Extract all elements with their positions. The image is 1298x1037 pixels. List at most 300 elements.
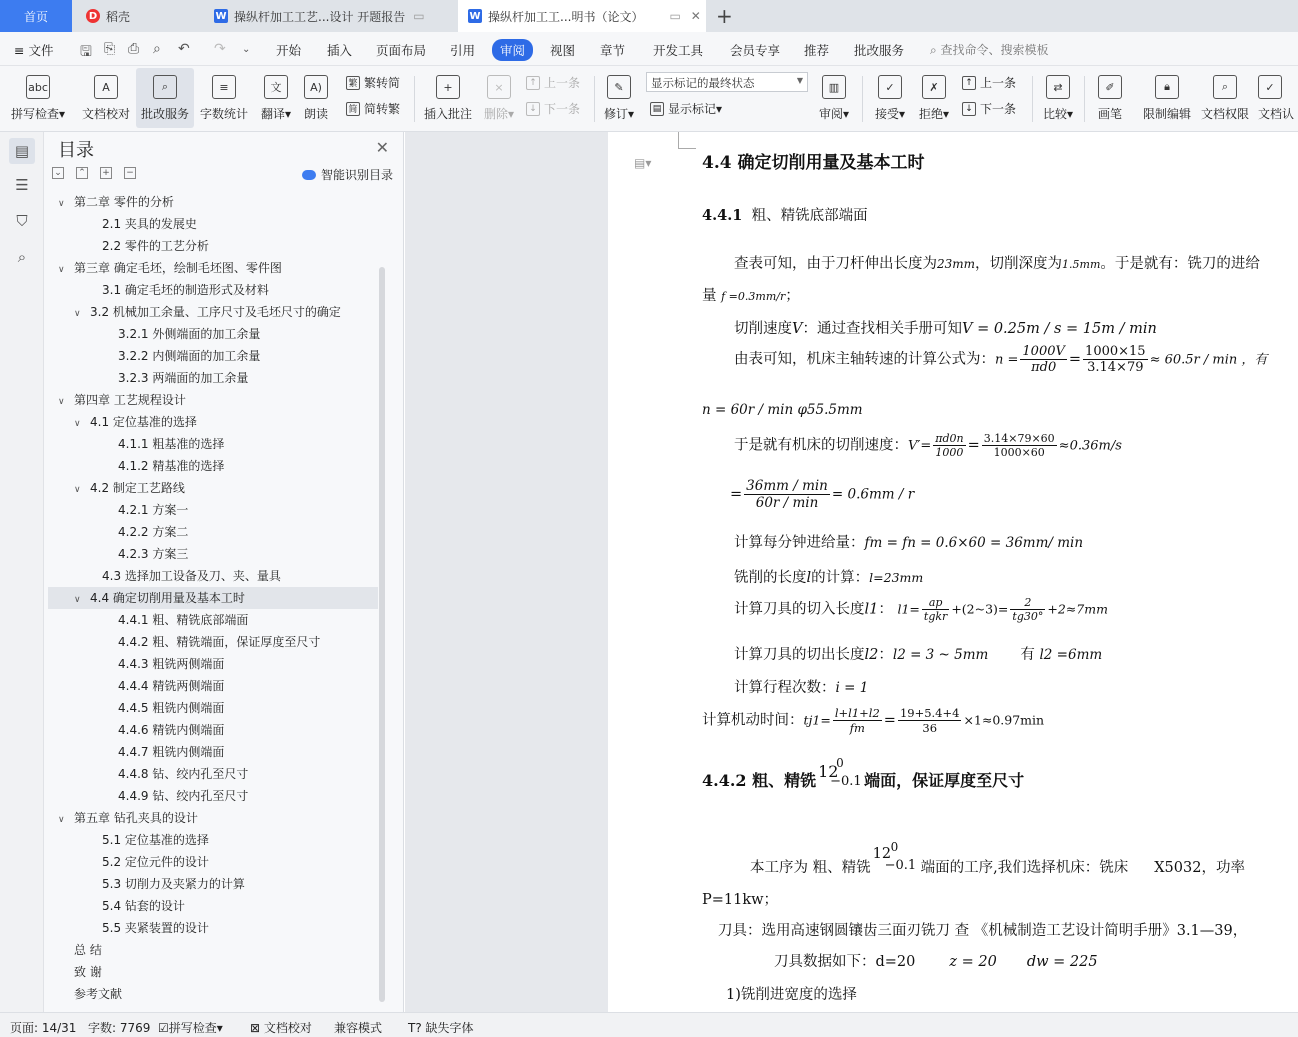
math-run: =: [730, 486, 743, 503]
undo-icon[interactable]: ↶: [178, 41, 190, 57]
translate-button[interactable]: 文 翻译▾: [256, 68, 296, 128]
text-run: 查表可知，由于刀杆伸出长度为: [734, 256, 937, 272]
reject-icon: ✗: [922, 75, 946, 99]
toc-item-label: 4.4.9 钻、绞内孔至尺寸: [118, 789, 249, 803]
pen-label: 画笔: [1097, 107, 1122, 121]
text-run: 由表可知，机床主轴转速的计算公式为：: [734, 351, 995, 368]
denominator: πd0: [1031, 360, 1057, 375]
heading-text: 4.4.2 粗、精铣: [702, 771, 817, 790]
read-aloud-icon: A): [304, 75, 328, 99]
toc-scrollbar[interactable]: [379, 267, 385, 1002]
delete-comment-icon: ×: [487, 75, 511, 99]
toc-item[interactable]: [48, 631, 378, 653]
math-run: n =: [995, 352, 1019, 368]
menu-insert[interactable]: 插入: [327, 43, 353, 58]
toc-item[interactable]: [48, 917, 378, 939]
search-icon[interactable]: ⌕: [17, 248, 27, 266]
tab-screen-icon[interactable]: ▭: [413, 9, 425, 23]
chevron-down-icon[interactable]: ∨: [58, 265, 65, 275]
bookmark-icon[interactable]: ⛉: [16, 212, 28, 230]
toc-item-label: 5.2 定位元件的设计: [102, 855, 209, 869]
toc-title: 目录: [58, 140, 94, 161]
chevron-down-icon[interactable]: ∨: [74, 485, 81, 495]
math-run: =: [883, 712, 896, 729]
redo-icon[interactable]: ↷: [214, 41, 226, 57]
tab-document-proposal-label: 操纵杆加工工艺...设计 开题报告: [234, 9, 406, 24]
status-doc-proofread-label: 文档校对: [263, 1021, 312, 1035]
toc-item[interactable]: [48, 587, 378, 609]
font-warning-icon: T?: [408, 1021, 426, 1035]
fraction: [1020, 344, 1066, 375]
prev-comment-button[interactable]: [526, 74, 580, 91]
trad-to-simp-button[interactable]: [346, 74, 400, 91]
page-indicator[interactable]: 页面: 14/31: [10, 1021, 77, 1035]
text-run: ；: [785, 288, 800, 304]
math-run: l2 =6mm: [1039, 647, 1103, 663]
math-run: =: [1068, 351, 1082, 368]
toc-panel: [44, 132, 404, 1012]
save-icon[interactable]: 🖫: [80, 44, 92, 60]
delete-comment-label: 删除: [483, 107, 508, 121]
toc-item[interactable]: [48, 389, 378, 411]
tolerance-base: 12: [818, 761, 839, 781]
trad-to-simp-label: 繁转简: [364, 76, 401, 90]
pen-button[interactable]: [1090, 68, 1130, 128]
heading-4-4: 4.4 确定切削用量及基本工时: [702, 153, 925, 173]
math-run: l: [806, 570, 812, 586]
toc-item[interactable]: [48, 477, 378, 499]
paragraph-line: 刀具：选用高速钢圆镶齿三面刃铣刀 查 《机械制造工艺设计简明手册》3.1—39，: [718, 923, 1248, 939]
doc-permission-button[interactable]: [1198, 68, 1252, 128]
heading-4-4-1: [702, 204, 868, 225]
review-pane-button[interactable]: ▥ 审阅▾: [814, 68, 854, 128]
menu-review[interactable]: 审阅: [492, 39, 533, 61]
proofread-icon: ⊠: [250, 1021, 264, 1035]
collapse-all-icon[interactable]: −: [124, 167, 136, 179]
accept-label: 接受: [874, 107, 899, 121]
toc-item[interactable]: [48, 235, 378, 257]
toc-item-label: 4.4 确定切削用量及基本工时: [90, 591, 245, 605]
toc-item[interactable]: [48, 807, 378, 829]
markup-state-value: 显示标记的最终状态: [651, 76, 755, 90]
command-search[interactable]: [930, 41, 1049, 58]
tolerance-lower: −0.1: [884, 858, 917, 873]
math-run: tj1=: [803, 712, 831, 728]
text-run: 有: [1020, 647, 1035, 663]
text-run: ，切削深度为: [975, 256, 1063, 272]
heading-text: 端面，保证厚度至尺寸: [864, 771, 1025, 790]
chevron-down-icon[interactable]: ∨: [58, 397, 65, 407]
menu-dev-tools[interactable]: 开发工具: [653, 43, 704, 58]
math-run: V′=: [908, 438, 932, 454]
section-navigation-icon[interactable]: ☰: [15, 176, 29, 194]
fraction: [833, 706, 882, 735]
toc-item[interactable]: [48, 433, 378, 455]
math-run: l2: [864, 647, 879, 663]
toc-item[interactable]: [48, 279, 378, 301]
menu-view[interactable]: 视图: [550, 43, 576, 58]
fraction: [982, 432, 1057, 459]
math-run: ≈ 60.5r / min ，有: [1149, 352, 1268, 368]
simp-to-trad-label: 简转繁: [364, 102, 401, 116]
proofread-icon: A: [94, 75, 118, 99]
toc-item-label: 3.2 机械加工余量、工序尺寸及毛坯尺寸的确定: [90, 305, 341, 319]
tab-home-label: 首页: [23, 9, 48, 24]
chevron-down-icon[interactable]: ⌄: [242, 44, 251, 55]
chevron-down-icon[interactable]: ∨: [58, 199, 65, 209]
toc-item[interactable]: [48, 301, 378, 323]
fraction: [744, 478, 830, 511]
tolerance-dimension: [816, 755, 864, 792]
toc-item[interactable]: [48, 873, 378, 895]
numerator: 1000V: [1022, 344, 1065, 359]
text-run: 本工序为 粗、精铣: [750, 860, 871, 876]
toc-item[interactable]: [48, 829, 378, 851]
toc-item-label: 2.1 夹具的发展史: [102, 217, 197, 231]
expand-all-icon[interactable]: +: [100, 167, 112, 179]
numerator: 2: [1010, 596, 1045, 610]
numerator: 36mm / min: [746, 478, 828, 494]
heading-4-4-1-number: 4.4.1: [702, 207, 743, 224]
toc-item[interactable]: [48, 323, 378, 345]
show-markup-label: 显示标记: [668, 102, 717, 116]
menu-start[interactable]: 开始: [276, 43, 302, 58]
menu-references[interactable]: 引用: [450, 43, 476, 58]
text-run: ：: [878, 647, 893, 663]
text-run: 的计算：: [811, 570, 870, 586]
tab-document-thesis[interactable]: [458, 0, 706, 32]
smart-toc-button[interactable]: [302, 166, 393, 183]
command-search-placeholder: 查找命令、搜索模板: [940, 43, 1049, 57]
spell-check-label: 拼写检查: [10, 107, 59, 121]
convert-icon: 简: [346, 102, 360, 116]
toc-item[interactable]: [48, 675, 378, 697]
missing-font-label: 缺失字体: [425, 1021, 474, 1035]
numerator: 1000×15: [1085, 344, 1146, 359]
expand-level-icon[interactable]: ⌃: [76, 167, 88, 179]
spell-check-button[interactable]: abc 拼写检查▾: [8, 68, 68, 128]
math-run: +2≈7mm: [1047, 601, 1108, 617]
formula-line: [702, 706, 1044, 735]
accept-icon: ✓: [878, 75, 902, 99]
toc-item-label: 致 谢: [74, 965, 102, 979]
formula-line: [734, 531, 1083, 552]
toc-item[interactable]: [48, 895, 378, 917]
print-preview-icon[interactable]: ⌕: [153, 41, 161, 57]
export-pdf-icon[interactable]: ⎘: [104, 41, 116, 57]
correction-service-button[interactable]: [136, 68, 194, 128]
permission-icon: ⌕: [1213, 75, 1237, 99]
tolerance-dimension: [871, 840, 921, 878]
word-doc-icon: W: [215, 10, 227, 22]
doc-proofread-button[interactable]: [78, 68, 134, 128]
word-count-indicator[interactable]: 字数: 7769: [88, 1021, 151, 1035]
numerator: l+l1+l2: [834, 706, 880, 720]
math-run: z = 20: [949, 954, 997, 970]
smart-toc-icon: [302, 170, 316, 180]
toc-item[interactable]: [48, 565, 378, 587]
formula-line: [734, 566, 923, 587]
toc-item-label: 4.1 定位基准的选择: [90, 415, 197, 429]
missing-font-indicator[interactable]: [408, 1019, 474, 1036]
toc-item-label: 3.1 确定毛坯的制造形式及材料: [102, 283, 269, 297]
track-changes-icon: ✎: [607, 75, 631, 99]
toc-item[interactable]: [48, 499, 378, 521]
toc-item-label: 5.3 切削力及夹紧力的计算: [102, 877, 245, 891]
tolerance-base: 12: [872, 846, 892, 862]
compat-mode-indicator[interactable]: 兼容模式: [334, 1021, 383, 1035]
next-comment-button[interactable]: [526, 100, 580, 117]
tab-close-icon[interactable]: ✕: [690, 9, 701, 23]
toc-item-label: 4.1.1 粗基准的选择: [118, 437, 225, 451]
text-run: 计算机动时间：: [702, 712, 804, 729]
markup-state-select[interactable]: [646, 72, 808, 92]
math-run: 23mm: [937, 257, 976, 271]
text-run: 刀具数据如下：d=20: [774, 954, 916, 970]
toc-item-label: 第三章 确定毛坯，绘制毛坯图、零件图: [74, 261, 282, 275]
denominator: tg30°: [1012, 610, 1044, 623]
toc-item-label: 参考文献: [74, 987, 123, 1001]
formula-line: [734, 643, 1102, 664]
reject-button[interactable]: ✗ 拒绝▾: [914, 68, 954, 128]
menu-membership[interactable]: 会员专享: [730, 43, 781, 58]
toc-item[interactable]: [48, 741, 378, 763]
compare-label: 比较: [1042, 107, 1067, 121]
toc-item[interactable]: [48, 345, 378, 367]
text-run: ：通过查找相关手册可知: [802, 321, 962, 337]
math-run: ≈0.36m/s: [1058, 438, 1122, 454]
document-page[interactable]: [608, 132, 1298, 1012]
text-run: 计算刀具的切出长度: [734, 647, 865, 663]
toc-item[interactable]: [48, 719, 378, 741]
denominator: 60r / min: [755, 495, 819, 511]
denominator: 36: [922, 721, 938, 735]
prev-comment-label: 上一条: [544, 76, 581, 90]
doc-permission-label: 文档权限: [1200, 107, 1249, 121]
formula-line: [734, 676, 868, 697]
track-changes-label: 修订: [603, 107, 628, 121]
new-tab-plus-icon[interactable]: +: [716, 4, 733, 28]
ribbon-divider: [594, 76, 595, 122]
status-doc-proofread[interactable]: [250, 1019, 312, 1036]
left-rail: [0, 132, 44, 1012]
toc-item[interactable]: [48, 785, 378, 807]
show-markup-button[interactable]: ▤ 显示标记 ▾: [650, 100, 722, 117]
math-run: 1.5mm: [1062, 258, 1101, 271]
fraction: [1083, 344, 1148, 375]
toc-item-label: 4.4.6 精铣内侧端面: [118, 723, 225, 737]
toc-item[interactable]: [48, 653, 378, 675]
prev-change-label: 上一条: [980, 76, 1017, 90]
math-run: l1: [864, 601, 879, 618]
menu-recommend[interactable]: 推荐: [804, 43, 830, 58]
read-aloud-label: 朗读: [303, 107, 328, 121]
toc-item-label: 4.4.1 粗、精铣底部端面: [118, 613, 249, 627]
simp-to-trad-button[interactable]: [346, 100, 400, 117]
formula-line: n = 60r / min φ55.5mm: [702, 402, 863, 418]
text-run: ：: [878, 601, 893, 618]
tab-daoke-label: 稻壳: [106, 9, 131, 24]
toc-item-label: 4.4.5 粗铣内侧端面: [118, 701, 225, 715]
toc-item[interactable]: [48, 939, 378, 961]
restrict-editing-button[interactable]: [1140, 68, 1194, 128]
toc-item-label: 5.4 钻套的设计: [102, 899, 185, 913]
toc-item[interactable]: [48, 609, 378, 631]
toc-item-label: 4.2 制定工艺路线: [90, 481, 185, 495]
toc-item-label: 5.1 定位基准的选择: [102, 833, 209, 847]
toc-item[interactable]: [48, 983, 378, 1005]
toc-item-label: 4.2.2 方案二: [118, 525, 189, 539]
word-count-icon: ≡: [212, 75, 236, 99]
denominator: 1000: [935, 446, 964, 459]
status-spell-check[interactable]: ☑拼写检查▾: [158, 1021, 223, 1035]
toc-item-label: 第四章 工艺规程设计: [74, 393, 186, 407]
delete-comment-button[interactable]: × 删除▾: [480, 68, 518, 128]
tab-home[interactable]: [0, 0, 72, 32]
menu-chapter[interactable]: 章节: [600, 43, 626, 58]
ribbon-divider: [414, 76, 415, 122]
paragraph-line: [702, 284, 800, 305]
fraction: [933, 432, 965, 459]
toc-item-label: 4.2.3 方案三: [118, 547, 189, 561]
toc-item[interactable]: [48, 697, 378, 719]
status-spell-check-label: 拼写检查: [168, 1021, 217, 1035]
chevron-down-icon[interactable]: ∨: [58, 815, 65, 825]
doc-cert-button[interactable]: [1258, 68, 1298, 128]
search-icon: ⌕: [930, 43, 941, 57]
math-run: fm = fn = 0.6×60 = 36mm/ min: [864, 535, 1084, 551]
math-run: V: [792, 321, 803, 337]
prev-change-button[interactable]: [962, 74, 1016, 91]
math-run: l1=: [897, 601, 920, 617]
paragraph-format-icon[interactable]: ▤▾: [634, 156, 652, 170]
text-run: 铣削的长度: [734, 570, 807, 586]
toc-item-label: 4.4.8 钻、绞内孔至尺寸: [118, 767, 249, 781]
math-run: ×1≈0.97min: [963, 712, 1045, 728]
word-count-button[interactable]: [196, 68, 252, 128]
toc-item[interactable]: [48, 543, 378, 565]
formula-line: [730, 478, 914, 511]
numerator: ap: [922, 596, 949, 610]
status-bar: [0, 1012, 1298, 1037]
text-run: X5032，功率: [1154, 860, 1245, 876]
numerator: πd0n: [935, 432, 964, 445]
doc-cert-label: 文档认: [1258, 107, 1295, 121]
close-icon[interactable]: ✕: [375, 138, 389, 157]
show-markup-icon: ▤: [650, 102, 664, 116]
toc-item-label: 2.2 零件的工艺分析: [102, 239, 209, 253]
formula-line: [734, 344, 1267, 375]
next-change-icon: ↓: [962, 102, 976, 116]
numerator: 3.14×79×60: [983, 432, 1055, 445]
file-menu[interactable]: [14, 41, 53, 59]
toc-item[interactable]: [48, 961, 378, 983]
next-change-button[interactable]: [962, 100, 1016, 117]
chevron-down-icon[interactable]: ∨: [74, 595, 81, 605]
ribbon-divider: [1032, 76, 1033, 122]
word-count-label: 字数统计: [199, 107, 248, 121]
tab-daoke[interactable]: [74, 0, 202, 32]
read-aloud-button[interactable]: [298, 68, 334, 128]
hamburger-icon: ≡: [14, 43, 29, 58]
insert-comment-icon: +: [436, 75, 460, 99]
heading-4-4-2: [702, 755, 1025, 792]
toc-item-label: 4.3 选择加工设备及刀、夹、量具: [102, 569, 281, 583]
text-run: 计算每分钟进给量：: [734, 535, 865, 551]
math-run: f =0.3mm/r: [721, 290, 786, 303]
toc-item[interactable]: [48, 213, 378, 235]
tolerance-upper: 0: [890, 840, 899, 854]
lock-doc-icon: 🔒︎: [1155, 75, 1179, 99]
toc-panel-icon[interactable]: ▤: [9, 138, 35, 164]
fraction: [898, 706, 962, 735]
paragraph-line: [734, 317, 1157, 338]
tab-screen-icon[interactable]: ▭: [669, 9, 681, 23]
toc-item-label: 3.2.2 内侧端面的加工余量: [118, 349, 261, 363]
print-icon[interactable]: ⎙: [128, 41, 140, 57]
ribbon-divider: [1084, 76, 1085, 122]
review-pane-icon: ▥: [822, 75, 846, 99]
toc-item[interactable]: [48, 851, 378, 873]
word-doc-icon: W: [469, 10, 481, 22]
toc-item[interactable]: [48, 411, 378, 433]
toc-item-label: 4.2.1 方案一: [118, 503, 189, 517]
text-run: 于是就有机床的切削速度：: [734, 437, 908, 454]
toc-item-label: 5.5 夹紧装置的设计: [102, 921, 209, 935]
prev-comment-icon: ↑: [526, 76, 540, 90]
text-run: 切削速度: [734, 321, 792, 337]
formula-line: [734, 596, 1108, 623]
menu-correction[interactable]: 批改服务: [854, 43, 905, 58]
accept-button[interactable]: ✓ 接受▾: [870, 68, 910, 128]
track-changes-button[interactable]: ✎ 修订▾: [600, 68, 638, 128]
toc-item[interactable]: [48, 191, 378, 213]
toc-item[interactable]: [48, 257, 378, 279]
math-run: l=23mm: [869, 570, 924, 585]
paragraph-line: 1)铣削进宽度的选择: [726, 987, 857, 1003]
math-run: dw = 225: [1026, 954, 1098, 970]
math-run: l2 = 3 ~ 5mm: [892, 647, 989, 663]
math-run: =: [967, 437, 980, 454]
spell-check-icon: abc: [26, 75, 50, 99]
toc-item-label: 4.4.4 精铣两侧端面: [118, 679, 225, 693]
toc-item[interactable]: [48, 521, 378, 543]
toc-item[interactable]: [48, 367, 378, 389]
tab-document-proposal[interactable]: [204, 0, 454, 32]
toc-item-label: 总 结: [74, 943, 102, 957]
toc-item[interactable]: [48, 455, 378, 477]
compare-button[interactable]: ⇄ 比较▾: [1038, 68, 1078, 128]
dropdown-arrow-icon: ▼: [796, 76, 803, 85]
menu-page-layout[interactable]: 页面布局: [376, 43, 427, 58]
insert-comment-label: 插入批注: [423, 107, 472, 121]
math-run: +(2~3)=: [951, 601, 1009, 617]
denominator: fm: [849, 721, 865, 735]
chevron-down-icon[interactable]: ∨: [74, 419, 81, 429]
insert-comment-button[interactable]: [420, 68, 476, 128]
doc-proofread-label: 文档校对: [81, 107, 130, 121]
toc-item[interactable]: [48, 763, 378, 785]
file-menu-label: 文件: [28, 43, 54, 58]
tolerance-lower: −0.1: [830, 773, 862, 789]
text-run: 计算刀具的切入长度: [734, 601, 865, 618]
collapse-level-icon[interactable]: ⌄: [52, 167, 64, 179]
toc-item-label: 3.2.1 外侧端面的加工余量: [118, 327, 261, 341]
chevron-down-icon[interactable]: ∨: [74, 309, 81, 319]
daoke-logo-icon: D: [86, 9, 100, 23]
tab-document-thesis-label: 操纵杆加工工...明书（论文）: [488, 9, 644, 24]
pen-icon: ✐: [1098, 75, 1122, 99]
